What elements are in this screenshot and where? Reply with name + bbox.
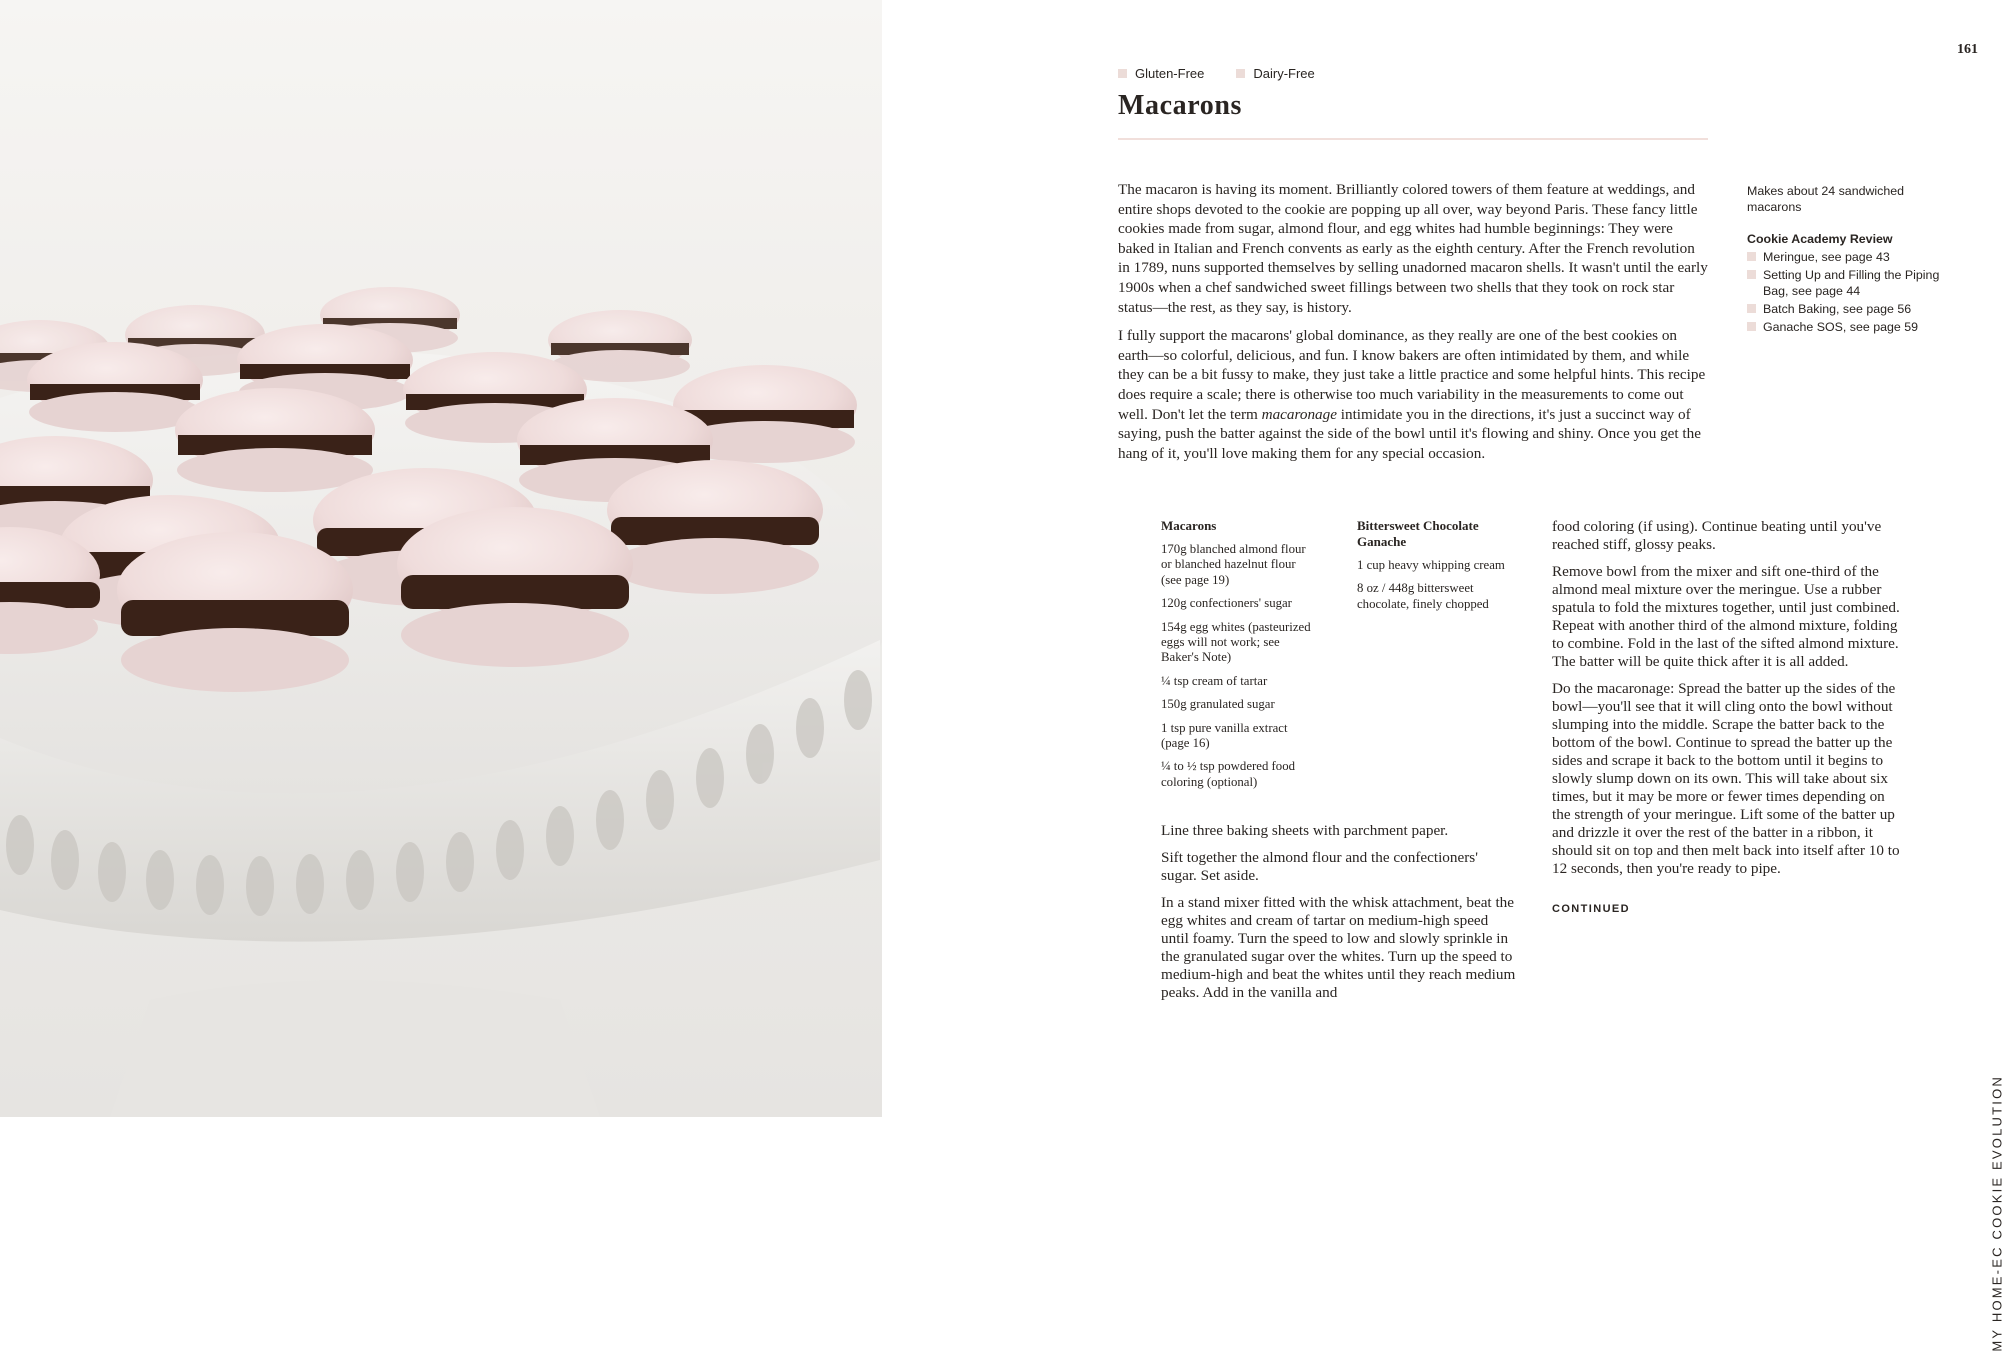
ingredient-item: ¼ to ½ tsp powdered food coloring (optional) [1161,759,1295,789]
ingredient-item: 150g granulated sugar [1161,697,1275,712]
review-item [1747,319,1947,335]
method-step: In a stand mixer fitted with the whisk attachment, beat the egg whites and cream of tartar on medium-high speed until foamy. Turn the speed to low and slowly sprinkle in the granulated sugar over the whites. Turn up the speed to medium-high and beat the whites until they reach medium peaks. Add in the vanilla and [1161,894,1516,1001]
intro-text: intimidate you in the directions, it's just a succinct way of saying, push the batter against the side of the bowl until it's flowing and shiny. Once you get the hang of it, you'll love making them for any special occasion. [1118,405,1701,462]
method-step: Do the macaronage: Spread the batter up the sides of the bowl—you'll see that it will cling onto the bowl without slumping into the middle. Scrape the batter back to the bottom of the bowl. Continue to spread the batter up the sides and scrape it back to the bottom until it begins to slowly slump down on its own. This will take about six times, but it may be more or fewer times depending on the strength of your meringue. Lift some of the batter up and drizzle it over the rest of the batter in a ribbon, it should sit on top and then melt back into itself after 10 to 12 seconds, then you're ready to pipe. [1552,680,1900,877]
review-item [1747,267,1947,299]
method-column-right [1552,518,1907,918]
intro-term: macaronage [1261,405,1337,423]
ingredients-heading: Macarons [1161,518,1217,533]
page-number: 161 [1957,42,1978,57]
intro-text: I fully support the macarons' global dominance, as they really are one of the best cookies on earth—so colorful, delicious, and fun. I know bakers are often intimidated by them, and while they can be a bit fussy to make, they just take a little practice and some helpful hints. This recipe does require a scale; there is otherwise too much variability in the measurements to come out well. Don't let the term [1118,327,1706,423]
macaron [27,342,203,432]
macaron [607,460,823,594]
macarons-illustration [0,0,882,1117]
review-item-label: Ganache SOS, see page 59 [1763,320,1918,334]
recipe-title: Macarons [1118,90,1243,121]
ingredient-item: 170g blanched almond flour or blanched hazelnut flour (see page 19) [1161,542,1306,587]
ingredient-item: 8 oz / 448g bittersweet chocolate, finely chopped [1357,581,1489,611]
ingredients-macarons [1161,518,1311,798]
tag-dairy-free [1236,66,1314,81]
tag-square-icon [1118,69,1127,78]
bullet-square-icon [1747,304,1756,313]
macarons-photo [0,0,882,1117]
recipe-yield: Makes about 24 sandwiched macarons [1747,184,1905,214]
bullet-square-icon [1747,270,1756,279]
review-item [1747,301,1947,317]
review-item-label: Setting Up and Filling the Piping Bag, see page 44 [1763,268,1940,298]
diet-tags [1118,66,1315,81]
continued-label: CONTINUED [1552,903,1630,915]
bullet-square-icon [1747,322,1756,331]
review-item-label: Batch Baking, see page 56 [1763,302,1912,316]
recipe-sidebar [1747,183,1947,337]
macaron [175,388,375,492]
macaron [117,532,353,692]
method-step: food coloring (if using). Continue beating until you've reached stiff, glossy peaks. [1552,518,1882,553]
ingredients-heading: Bittersweet Chocolate Ganache [1357,518,1479,549]
bullet-square-icon [1747,252,1756,261]
ingredient-item: 120g confectioners' sugar [1161,596,1292,611]
review-list [1747,249,1947,335]
method-column-left [1161,822,1516,1011]
ingredient-item: 1 cup heavy whipping cream [1357,558,1505,572]
tag-gluten-free [1118,66,1204,81]
review-title: Cookie Academy Review [1747,232,1893,246]
ingredient-item: 1 tsp pure vanilla extract (page 16) [1161,720,1288,751]
intro-paragraph [1118,326,1708,463]
macaron [397,507,633,667]
ingredients-list [1357,558,1507,612]
ingredients-list [1161,542,1311,790]
tag-square-icon [1236,69,1245,78]
tag-label: Gluten-Free [1135,66,1205,81]
running-head: MY HOME-EC COOKIE EVOLUTION [1990,1075,2005,1352]
method-step: Line three baking sheets with parchment paper. [1161,822,1449,839]
recipe-page [882,0,2005,1352]
review-item-label: Meringue, see page 43 [1763,250,1890,264]
method-step: Remove bowl from the mixer and sift one-third of the almond meal mixture over the meringue. Use a rubber spatula to fold the mixtures together, until just combined. Repeat with another third of the almond mixture, folding to combine. Fold in the last of the sifted almond mixture. The batter will be quite thick after it is all added. [1552,563,1900,670]
ingredient-item: 154g egg whites (pasteurized eggs will not work; see Baker's Note) [1161,619,1311,665]
ingredients-ganache [1357,518,1507,620]
recipe-intro [1118,180,1708,472]
review-item [1747,249,1947,265]
tag-label: Dairy-Free [1253,66,1315,81]
intro-paragraph: The macaron is having its moment. Brilliantly colored towers of them feature at weddings, and entire shops devoted to the cookie are popping up all over, way beyond Paris. These fancy little cookies made from sugar, almond flour, and egg whites had humble beginnings: They were baked in Italian and French convents as early as the eighth century. After the French revolution in 1789, nuns supported themselves by selling unadorned macaron shells. It wasn't until the early 1900s when a chef sandwiched sweet fillings between two shells that they took on rock star status—the rest, as they say, is history. [1118,181,1708,316]
method-step: Sift together the almond flour and the confectioners' sugar. Set aside. [1161,849,1478,884]
title-divider [1118,138,1708,140]
ingredient-item: ¼ tsp cream of tartar [1161,673,1268,688]
